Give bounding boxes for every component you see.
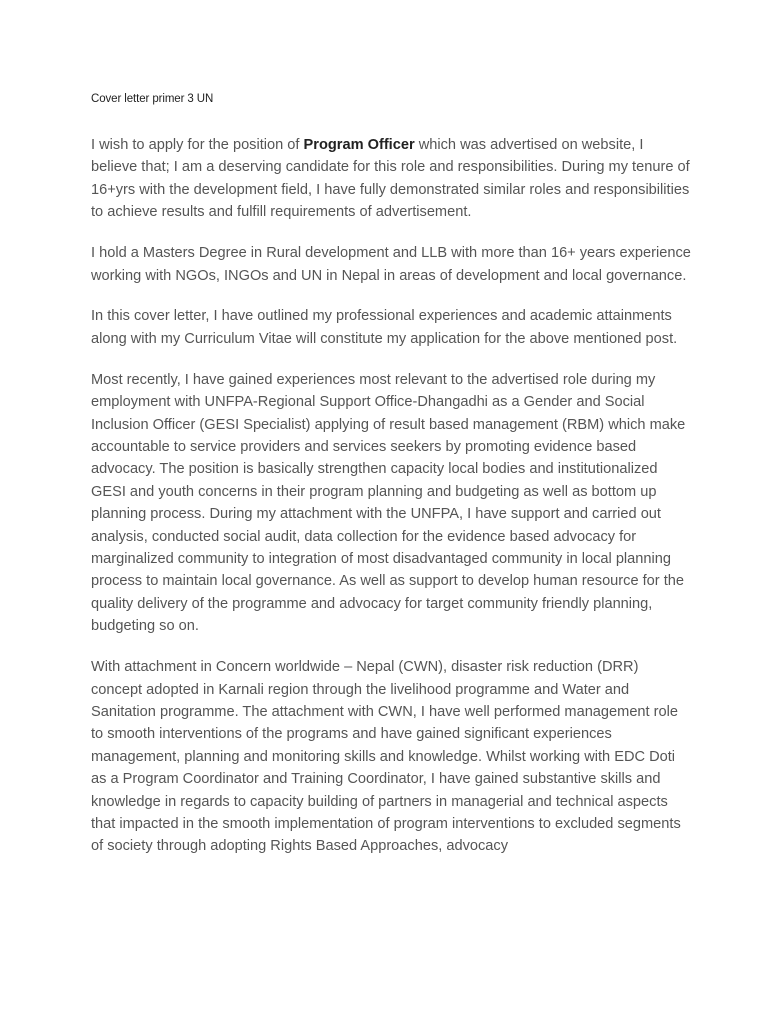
position-title: Program Officer (303, 137, 415, 153)
paragraph-1 (91, 134, 691, 224)
paragraph-5: With attachment in Concern worldwide – Nepal (CWN), disaster risk reduction (DRR) concept adopted in Karnali region through the livelihood programme and Water and Sanitation programme. The attachment with CWN, I have well performed management role to smooth interventions of the programs and have gained significant experiences management, planning and monitoring skills and knowledge. Whilst working with EDC Doti as a Program Coordinator and Training Coordinator, I have gained substantive skills and knowledge in regards to capacity building of partners in managerial and technical aspects that impacted in the smooth implementation of program interventions to excluded segments of society through adopting Rights Based Approaches, advocacy (91, 659, 681, 855)
document-title: Cover letter primer 3 UN (91, 93, 214, 105)
paragraph-3: In this cover letter, I have outlined my professional experiences and academic attainments along with my Curriculum Vitae will constitute my application for the above mentioned post. (91, 308, 678, 347)
paragraph-1-rest: which was advertised on website, I believe that; I am a deserving candidate for this role and responsibilities. During my tenure of 16+yrs with the development field, I have fully demonstrated similar roles and responsibilities to achieve results and fulfill requirements of advertisement. (91, 137, 690, 221)
paragraph-1-intro: I wish to apply for the position of (91, 137, 304, 153)
document-body (91, 134, 691, 876)
paragraph-2: I hold a Masters Degree in Rural development and LLB with more than 16+ years experience working with NGOs, INGOs and UN in Nepal in areas of development and local governance. (91, 245, 691, 284)
paragraph-4: Most recently, I have gained experiences most relevant to the advertised role during my employment with UNFPA-Regional Support Office-Dhangadhi as a Gender and Social Inclusion Officer (GESI Specialist) applying of result based management (RBM) which make accountable to service providers and services seekers by promoting evidence based advocacy. The position is basically strengthen capacity local bodies and institutionalized GESI and youth concerns in their program planning and budgeting as well as bottom up planning process. During my attachment with the UNFPA, I have support and carried out analysis, conducted social audit, data collection for the evidence based advocacy for marginalized community to integration of most disadvantaged community in local planning process to maintain local governance. As well as support to develop human resource for the quality delivery of the programme and advocacy for target community friendly planning, budgeting so on. (91, 371, 686, 635)
